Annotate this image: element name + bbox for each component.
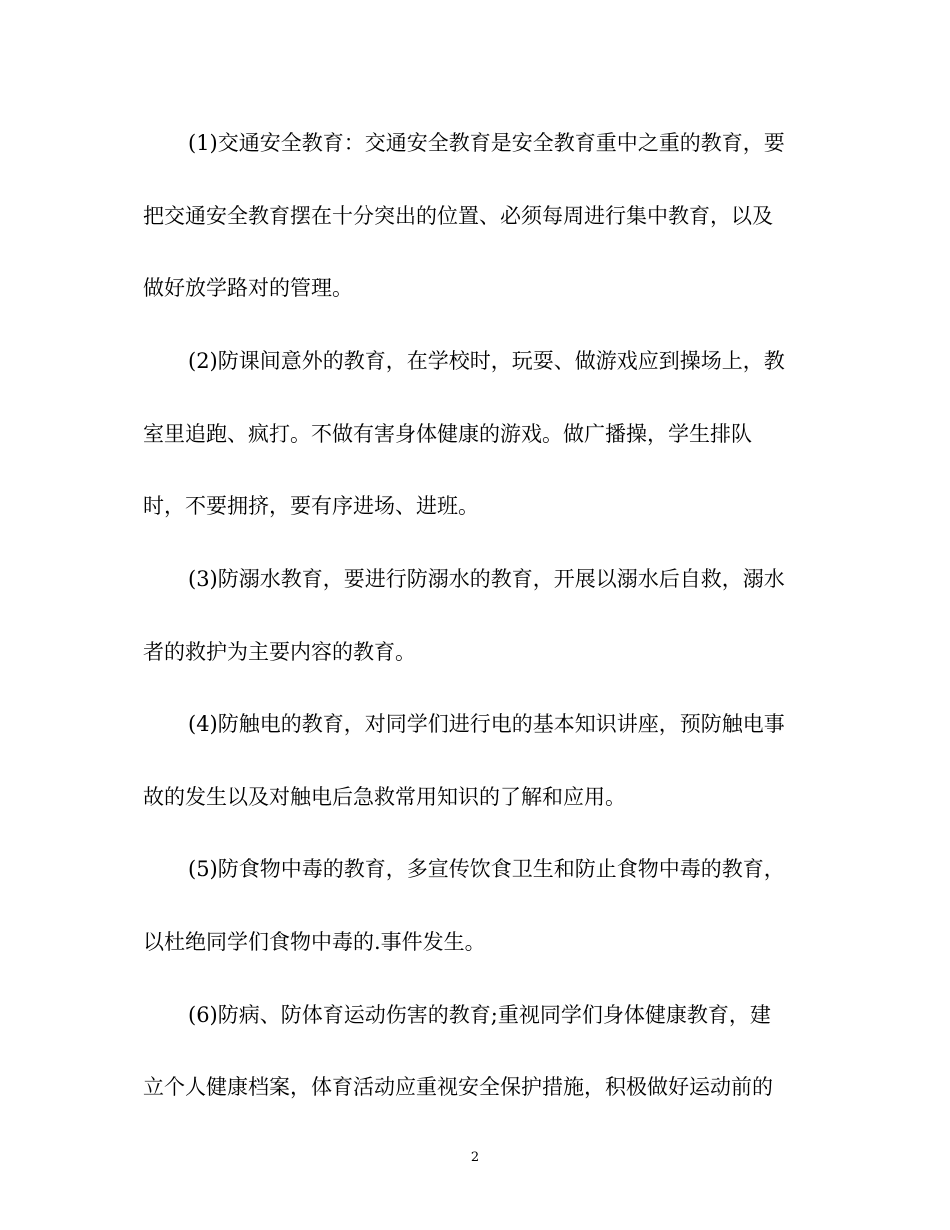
paragraph-3-line-1: (3)防溺水教育，要进行防溺水的教育，开展以溺水后自救，溺水 bbox=[188, 567, 785, 591]
paragraph-2-line-1: (2)防课间意外的教育，在学校时，玩耍、做游戏应到操场上，教 bbox=[188, 349, 785, 373]
paragraph-1-line-1: (1)交通安全教育：交通安全教育是安全教育重中之重的教育，要 bbox=[188, 131, 785, 155]
paragraph-1-line-3: 做好放学路对的管理。 bbox=[143, 276, 353, 300]
paragraph-2-line-2: 室里追跑、疯打。不做有害身体健康的游戏。做广播操，学生排队 bbox=[143, 422, 752, 446]
paragraph-4-line-1: (4)防触电的教育，对同学们进行电的基本知识讲座，预防触电事 bbox=[188, 712, 785, 736]
paragraph-6-line-1: (6)防病、防体育运动伤害的教育;重视同学们身体健康教育，建 bbox=[188, 1003, 771, 1027]
page-number: 2 bbox=[470, 1150, 480, 1165]
paragraph-6-line-2: 立个人健康档案，体育活动应重视安全保护措施，积极做好运动前的 bbox=[143, 1075, 773, 1099]
paragraph-5-line-2: 以杜绝同学们食物中毒的.事件发生。 bbox=[143, 930, 486, 954]
paragraph-5-line-1: (5)防食物中毒的教育，多宣传饮食卫生和防止食物中毒的教育， bbox=[188, 857, 785, 881]
paragraph-4-line-2: 故的发生以及对触电后急救常用知识的了解和应用。 bbox=[143, 785, 626, 809]
paragraph-3-line-2: 者的救护为主要内容的教育。 bbox=[143, 640, 416, 664]
paragraph-1-line-2: 把交通安全教育摆在十分突出的位置、必须每周进行集中教育，以及 bbox=[143, 204, 773, 228]
paragraph-2-line-3: 时，不要拥挤，要有序进场、进班。 bbox=[143, 494, 479, 518]
